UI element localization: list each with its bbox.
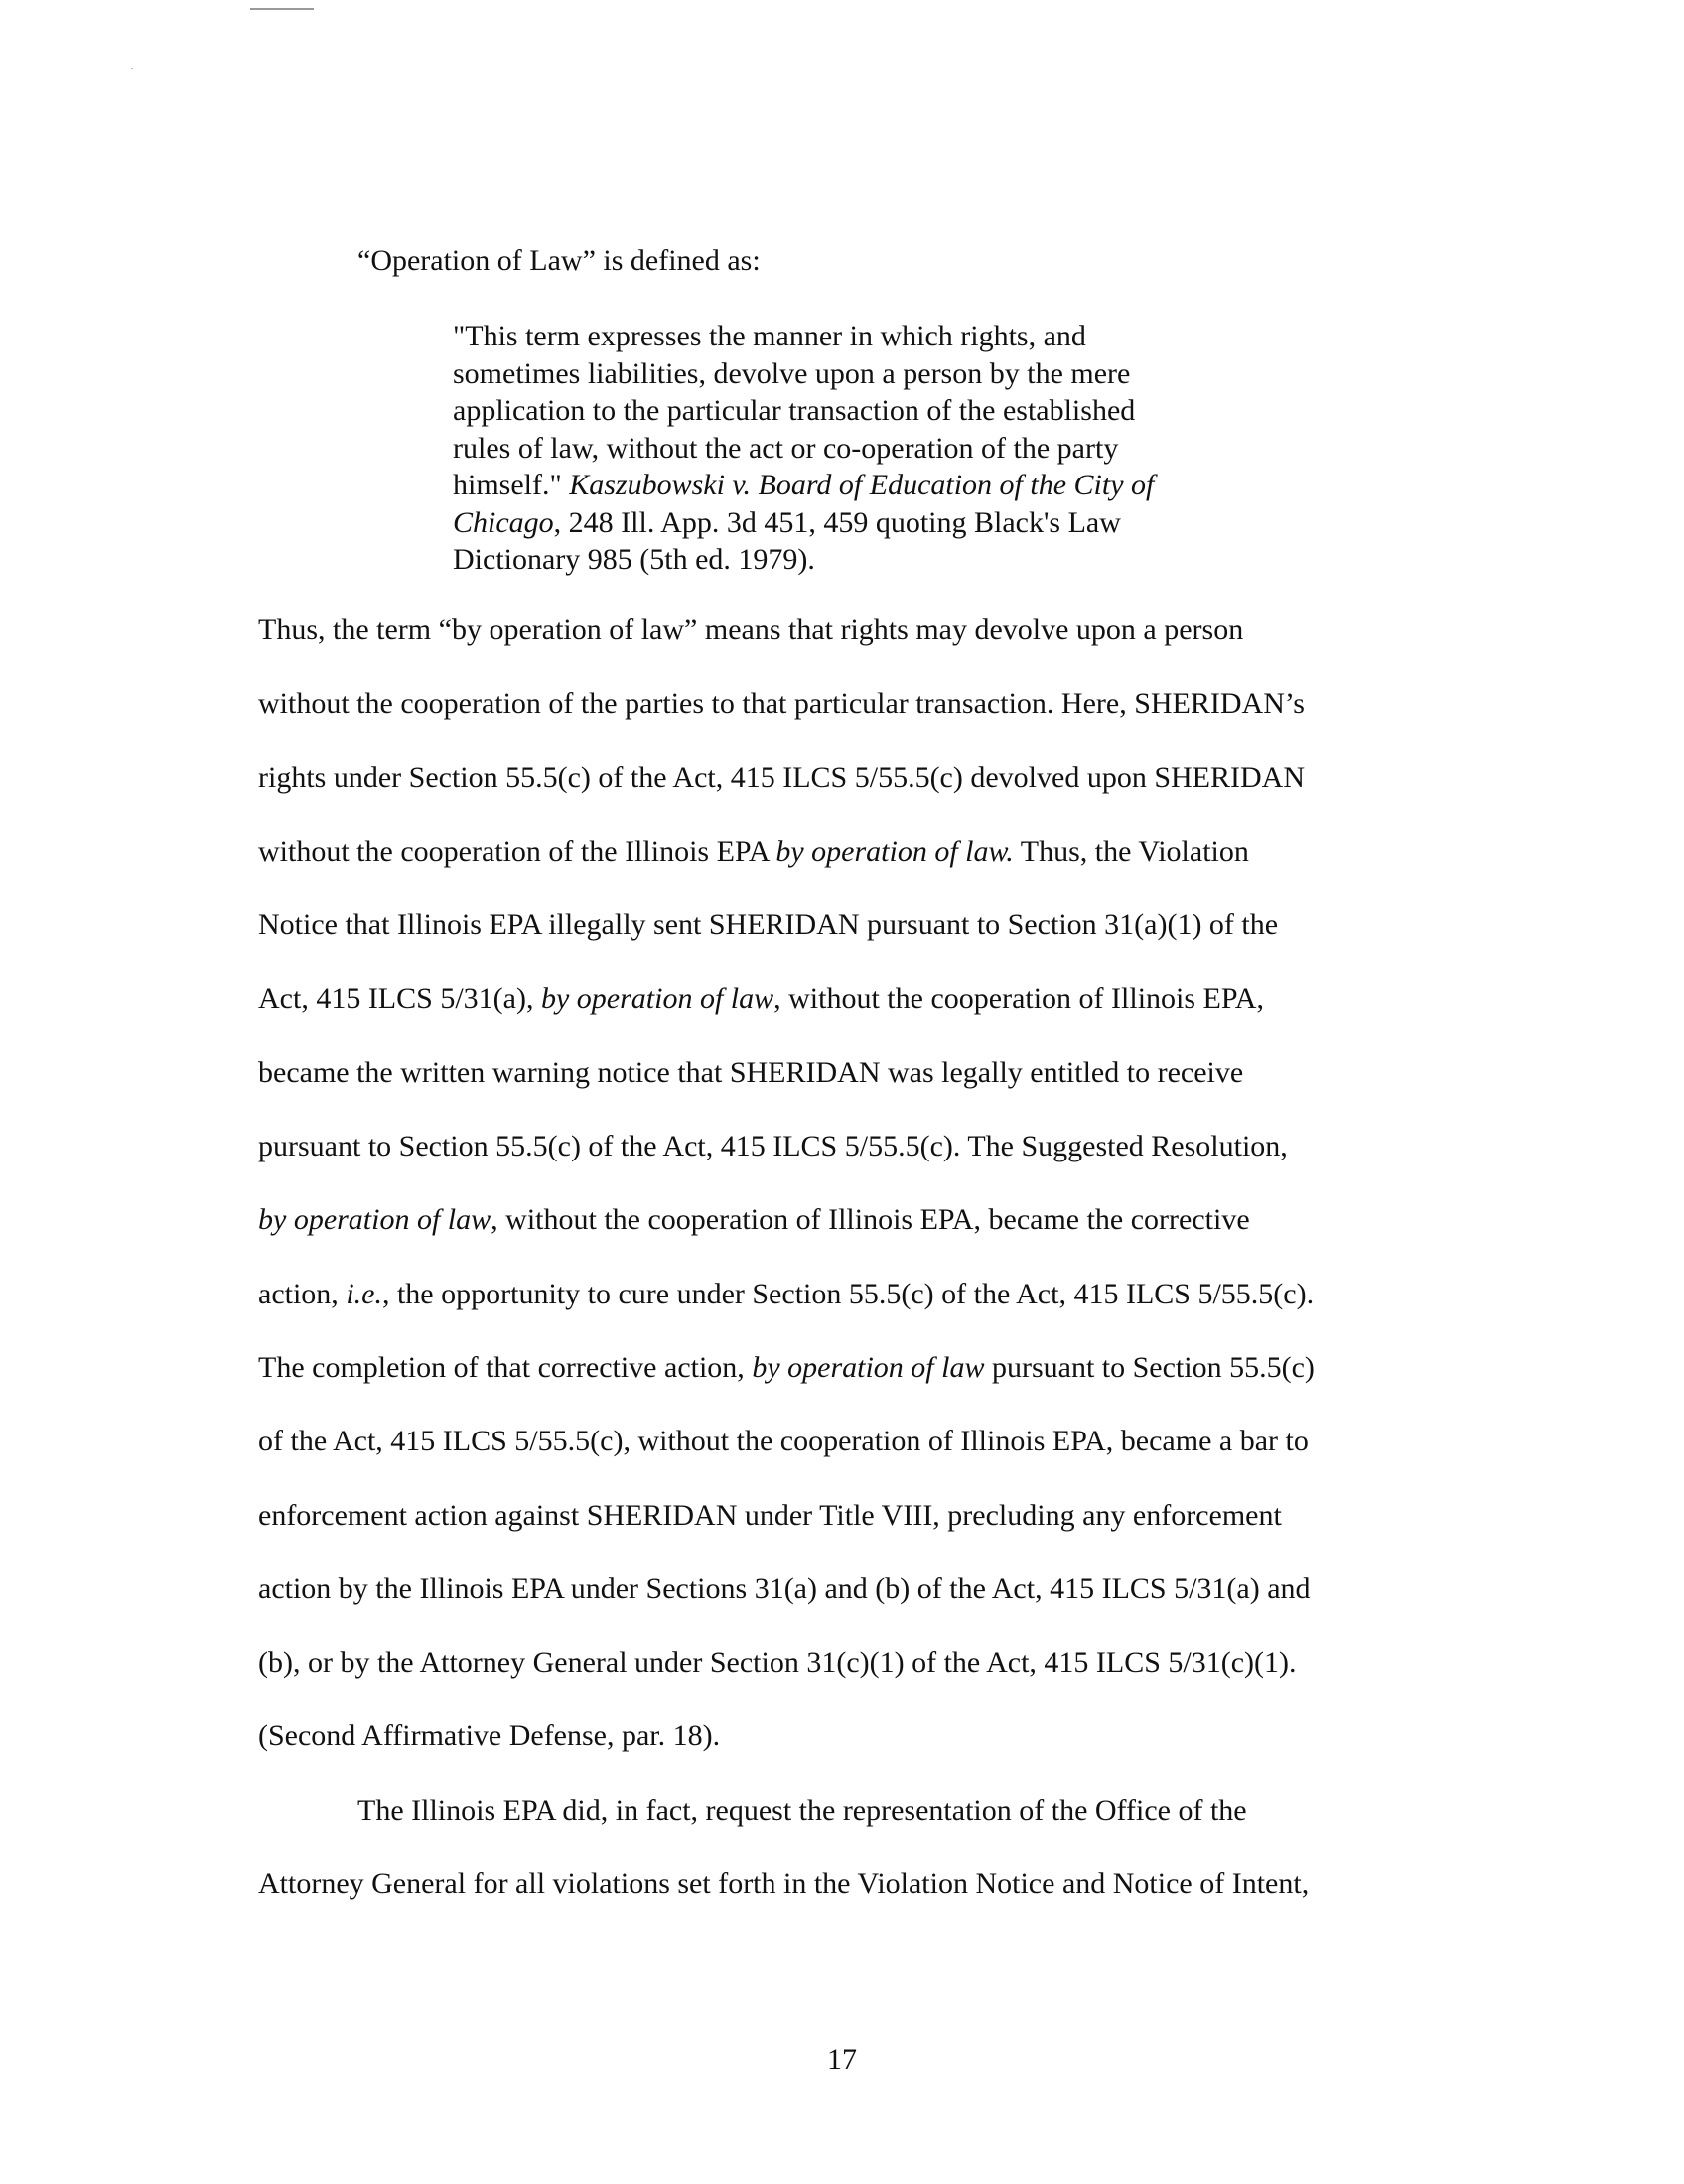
text-segment: Notice that Illinois EPA illegally sent SHERIDAN pursuant to Section 31(a)(1) of the bbox=[258, 908, 1279, 942]
block-quote-line bbox=[453, 355, 1267, 393]
text-segment: (Second Affirmative Defense, par. 18). bbox=[258, 1719, 721, 1753]
scan-artifact-dot bbox=[131, 68, 133, 69]
text-segment: (b), or by the Attorney General under Section 31(c)(1) of the Act, 415 ILCS 5/31(c)(1). bbox=[258, 1646, 1297, 1680]
body-line bbox=[258, 1497, 1430, 1570]
scan-artifact-mark bbox=[250, 8, 314, 10]
text-segment: without the cooperation of the parties to that particular transaction. Here, SHERIDAN’s bbox=[258, 687, 1305, 721]
body-line bbox=[258, 1423, 1430, 1496]
body-line bbox=[258, 759, 1430, 833]
definition-intro: “Operation of Law” is defined as: bbox=[357, 244, 761, 277]
italic-text-segment: Kaszubowski v. Board of Education of the City of bbox=[569, 469, 1155, 501]
text-segment: Thus, the term “by operation of law” means that rights may devolve upon a person bbox=[258, 614, 1244, 646]
body-line bbox=[258, 1054, 1430, 1128]
block-quote-definition bbox=[453, 318, 1267, 579]
text-segment: rules of law, without the act or co-operation of the party bbox=[453, 431, 1119, 465]
body-paragraphs bbox=[258, 612, 1430, 1939]
text-segment: without the cooperation of the Illinois EPA bbox=[258, 834, 776, 868]
body-line bbox=[258, 1644, 1430, 1717]
body-line bbox=[258, 1792, 1430, 1865]
text-segment: rights under Section 55.5(c) of the Act, 415 ILCS 5/55.5(c) devolved upon SHERIDAN bbox=[258, 760, 1305, 794]
body-line bbox=[258, 906, 1430, 980]
body-line bbox=[258, 1128, 1430, 1201]
text-segment: , 248 Ill. App. 3d 451, 459 quoting Black's Law bbox=[553, 505, 1121, 539]
body-line bbox=[258, 1570, 1430, 1644]
text-segment: Dictionary 985 (5th ed. 1979). bbox=[453, 543, 815, 576]
body-line bbox=[258, 1276, 1430, 1349]
text-segment: himself." bbox=[453, 469, 570, 501]
block-quote-line bbox=[453, 430, 1267, 468]
text-segment: "This term expresses the manner in which rights, and bbox=[453, 320, 1086, 352]
body-line bbox=[258, 1349, 1430, 1423]
body-line bbox=[258, 1717, 1430, 1791]
block-quote-line bbox=[453, 392, 1267, 430]
italic-text-segment: Chicago bbox=[453, 505, 554, 539]
body-line bbox=[258, 612, 1430, 685]
text-segment: , without the cooperation of Illinois EPA, bbox=[773, 982, 1264, 1016]
text-segment: enforcement action against SHERIDAN under Title VIII, precluding any enforcement bbox=[258, 1498, 1282, 1532]
text-segment: sometimes liabilities, devolve upon a person by the mere bbox=[453, 356, 1131, 390]
text-segment: became the written warning notice that SHERIDAN was legally entitled to receive bbox=[258, 1055, 1244, 1089]
italic-text-segment: i.e. bbox=[346, 1277, 382, 1310]
block-quote-line bbox=[453, 504, 1267, 542]
italic-text-segment: by operation of law bbox=[752, 1350, 985, 1384]
body-line bbox=[258, 980, 1430, 1053]
text-segment: Thus, the Violation bbox=[1013, 834, 1249, 868]
block-quote-line bbox=[453, 541, 1267, 579]
text-segment: Act, 415 ILCS 5/31(a), bbox=[258, 982, 541, 1016]
text-segment: application to the particular transaction of the established bbox=[453, 394, 1136, 427]
text-segment: The Illinois EPA did, in fact, request the representation of the Office of the bbox=[357, 1793, 1247, 1827]
italic-text-segment: by operation of law bbox=[540, 982, 774, 1016]
body-line bbox=[258, 833, 1430, 906]
text-segment: pursuant to Section 55.5(c) bbox=[984, 1350, 1315, 1384]
italic-text-segment: by operation of law bbox=[258, 1203, 491, 1237]
block-quote-line bbox=[453, 467, 1267, 504]
text-segment: , the opportunity to cure under Section 55.5(c) of the Act, 415 ILCS 5/55.5(c). bbox=[381, 1277, 1315, 1310]
text-segment: of the Act, 415 ILCS 5/55.5(c), without the cooperation of Illinois EPA, became a bar to bbox=[258, 1425, 1309, 1458]
body-line bbox=[258, 685, 1430, 758]
text-segment: Attorney General for all violations set forth in the Violation Notice and Notice of Intent, bbox=[258, 1867, 1310, 1901]
body-line bbox=[258, 1865, 1430, 1939]
italic-text-segment: by operation of law. bbox=[775, 834, 1014, 868]
text-segment: action, bbox=[258, 1277, 347, 1310]
text-segment: The completion of that corrective action, bbox=[258, 1350, 753, 1384]
body-line bbox=[258, 1201, 1430, 1275]
page-number: 17 bbox=[827, 2043, 857, 2076]
text-segment: action by the Illinois EPA under Sections 31(a) and (b) of the Act, 415 ILCS 5/31(a) and bbox=[258, 1571, 1311, 1605]
text-segment: pursuant to Section 55.5(c) of the Act, 415 ILCS 5/55.5(c). The Suggested Resolution, bbox=[258, 1130, 1288, 1163]
text-segment: , without the cooperation of Illinois EPA, became the corrective bbox=[491, 1203, 1250, 1237]
block-quote-line bbox=[453, 318, 1267, 355]
